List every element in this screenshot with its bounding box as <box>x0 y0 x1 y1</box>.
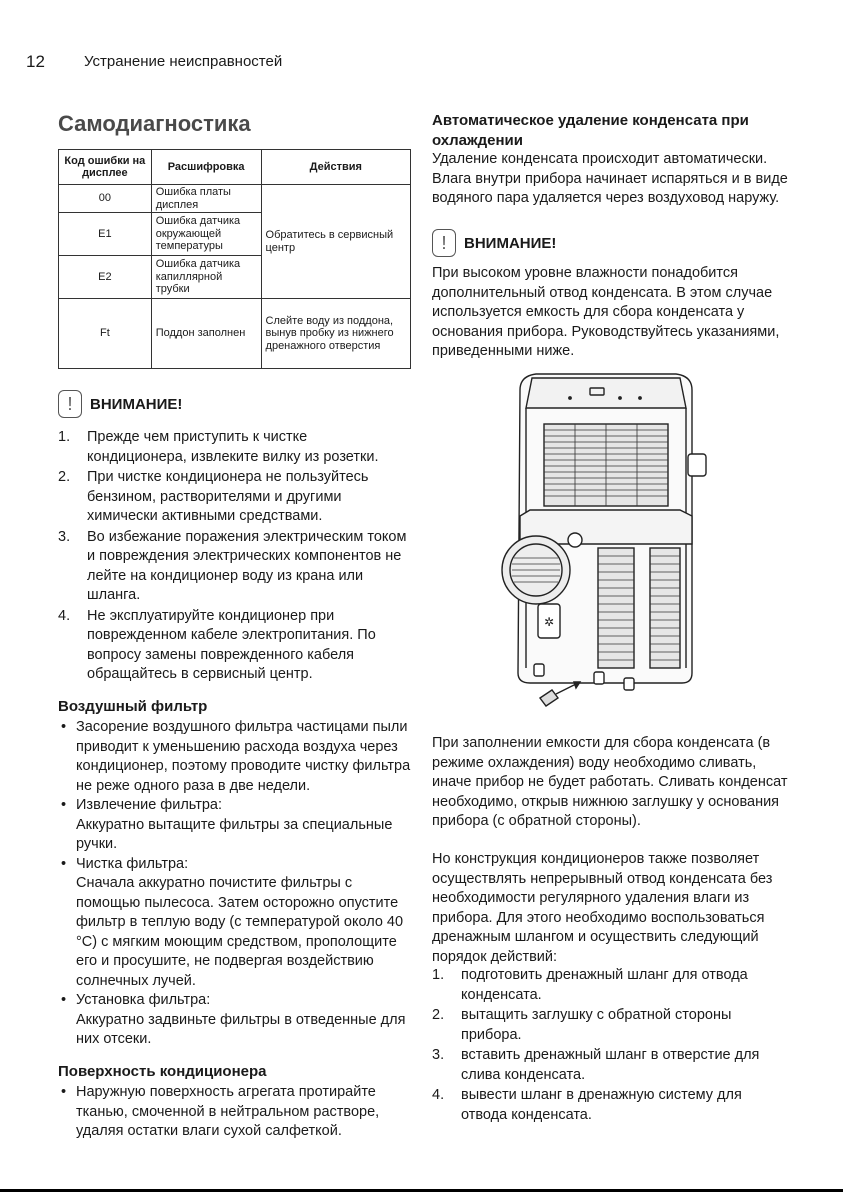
self-diag-title: Самодиагностика <box>58 111 251 136</box>
air-filter-title: Воздушный фильтр <box>58 698 208 715</box>
col-header-action: Действия <box>261 150 410 185</box>
drain-steps-list <box>432 966 777 1126</box>
auto-drain-text: Удаление конденсата происходит автоматически. Влага внутри прибора начинает испаряться и в виде водяного пара удаляется через воздуховод наружу. <box>432 151 788 206</box>
list-item: • Извлечение фильтра: Аккуратно вытащите фильтры за специальные ручки. <box>61 797 393 852</box>
auto-drain-title: Автоматическое удаление конденсата при охлаждении <box>432 112 749 149</box>
air-filter-list <box>58 718 416 1050</box>
error-desc: Ошибка датчика капиллярной трубки <box>151 256 261 299</box>
air-conditioner-illustration <box>500 368 715 713</box>
svg-text:✲: ✲ <box>543 615 555 629</box>
error-action: Слейте воду из поддона, вынув пробку из нижнего дренажного отверстия <box>261 299 410 369</box>
col-header-desc: Расшифровка <box>151 150 261 185</box>
error-action: Обратитесь в сервисный центр <box>261 185 410 299</box>
warning-list <box>58 428 410 686</box>
surface-list <box>58 1083 398 1142</box>
error-code: 00 <box>59 185 152 213</box>
list-item: 2. вытащить заглушку с обратной стороны прибора. <box>432 1007 732 1043</box>
warning-icon: ! <box>432 229 456 257</box>
drain-para-1: При заполнении емкости для сбора конденсата (в режиме охлаждения) воду необходимо сливать, иначе прибор не будет работать. Сливать конденсат необходимо, открыв нижнюю заглушку у основания прибора (с обратной стороны). <box>432 735 788 829</box>
table-header-row <box>59 150 411 185</box>
table-row <box>59 299 411 369</box>
list-item: • Чистка фильтра: Сначала аккуратно почистите фильтры с помощью пылесоса. Затем осторожно опустите фильтр в теплую воду (с температурой около 40 °C) с мягким моющим средством, прополощите его и просушите, не подвергая воздействию солнечных лучей. <box>61 855 404 989</box>
list-item: • Засорение воздушного фильтра частицами пыли приводит к уменьшению расхода воздуха через кондиционер, поэтому проводите чистку фильтра не реже одного раза в две недели. <box>61 719 411 794</box>
list-item: 3. вставить дренажный шланг в отверстие для слива конденсата. <box>432 1047 760 1083</box>
warning-label: ВНИМАНИЕ! <box>464 234 557 252</box>
drain-para-2: Но конструкция кондиционеров также позволяет осуществлять непрерывный отвод конденсата без необходимости регулярного удаления влаги из прибора. Для этого необходимо воспользоваться дренажным шлангом и осуществить следующий порядок действий: <box>432 851 773 965</box>
list-item: 1. Прежде чем приступить к чистке кондиционера, извлеките вилку из розетки. <box>58 429 379 465</box>
table-row <box>59 185 411 213</box>
col-header-code: Код ошибки на дисплее <box>59 150 152 185</box>
error-code: Ft <box>59 299 152 369</box>
warning-icon: ! <box>58 390 82 418</box>
warning-right-text: При высоком уровне влажности понадобится дополнительный отвод конденсата. В этом случае используется емкость для сбора конденсата у основания прибора. Руководствуйтесь указаниями, приведенными ниже. <box>432 265 780 359</box>
error-desc: Поддон заполнен <box>151 299 261 369</box>
list-item: 4. Не эксплуатируйте кондиционер при поврежденном кабеле электропитания. По вопросу замены поврежденного кабеля обращайтесь в сервисный центр. <box>58 607 376 682</box>
warning-right <box>432 229 556 257</box>
surface-title: Поверхность кондиционера <box>58 1063 267 1080</box>
error-code: E2 <box>59 256 152 299</box>
list-item: 4. вывести шланг в дренажную систему для отвода конденсата. <box>432 1087 742 1123</box>
warning-left <box>58 390 182 418</box>
section-title: Устранение неисправностей <box>84 53 283 70</box>
list-item: 2. При чистке кондиционера не пользуйтесь бензином, растворителями и другими химически активными средствами. <box>58 469 369 524</box>
list-item: • Наружную поверхность агрегата протирайте тканью, смоченной в нейтральном растворе, удаляя остатки влаги сухой салфеткой. <box>61 1084 380 1139</box>
list-item: • Установка фильтра: Аккуратно задвиньте фильтры в отведенные для них отсеки. <box>61 992 406 1047</box>
warning-label: ВНИМАНИЕ! <box>90 395 183 413</box>
list-item: 1. подготовить дренажный шланг для отвода конденсата. <box>432 967 748 1003</box>
error-code: E1 <box>59 213 152 256</box>
error-desc: Ошибка платы дисплея <box>151 185 261 213</box>
error-code-table <box>58 149 411 369</box>
list-item: 3. Во избежание поражения электрическим током и повреждения электрических компонентов не лейте на кондиционер воду из крана или шланга. <box>58 528 407 603</box>
page-number: 12 <box>26 52 45 71</box>
error-desc: Ошибка датчика окружающей температуры <box>151 213 261 256</box>
